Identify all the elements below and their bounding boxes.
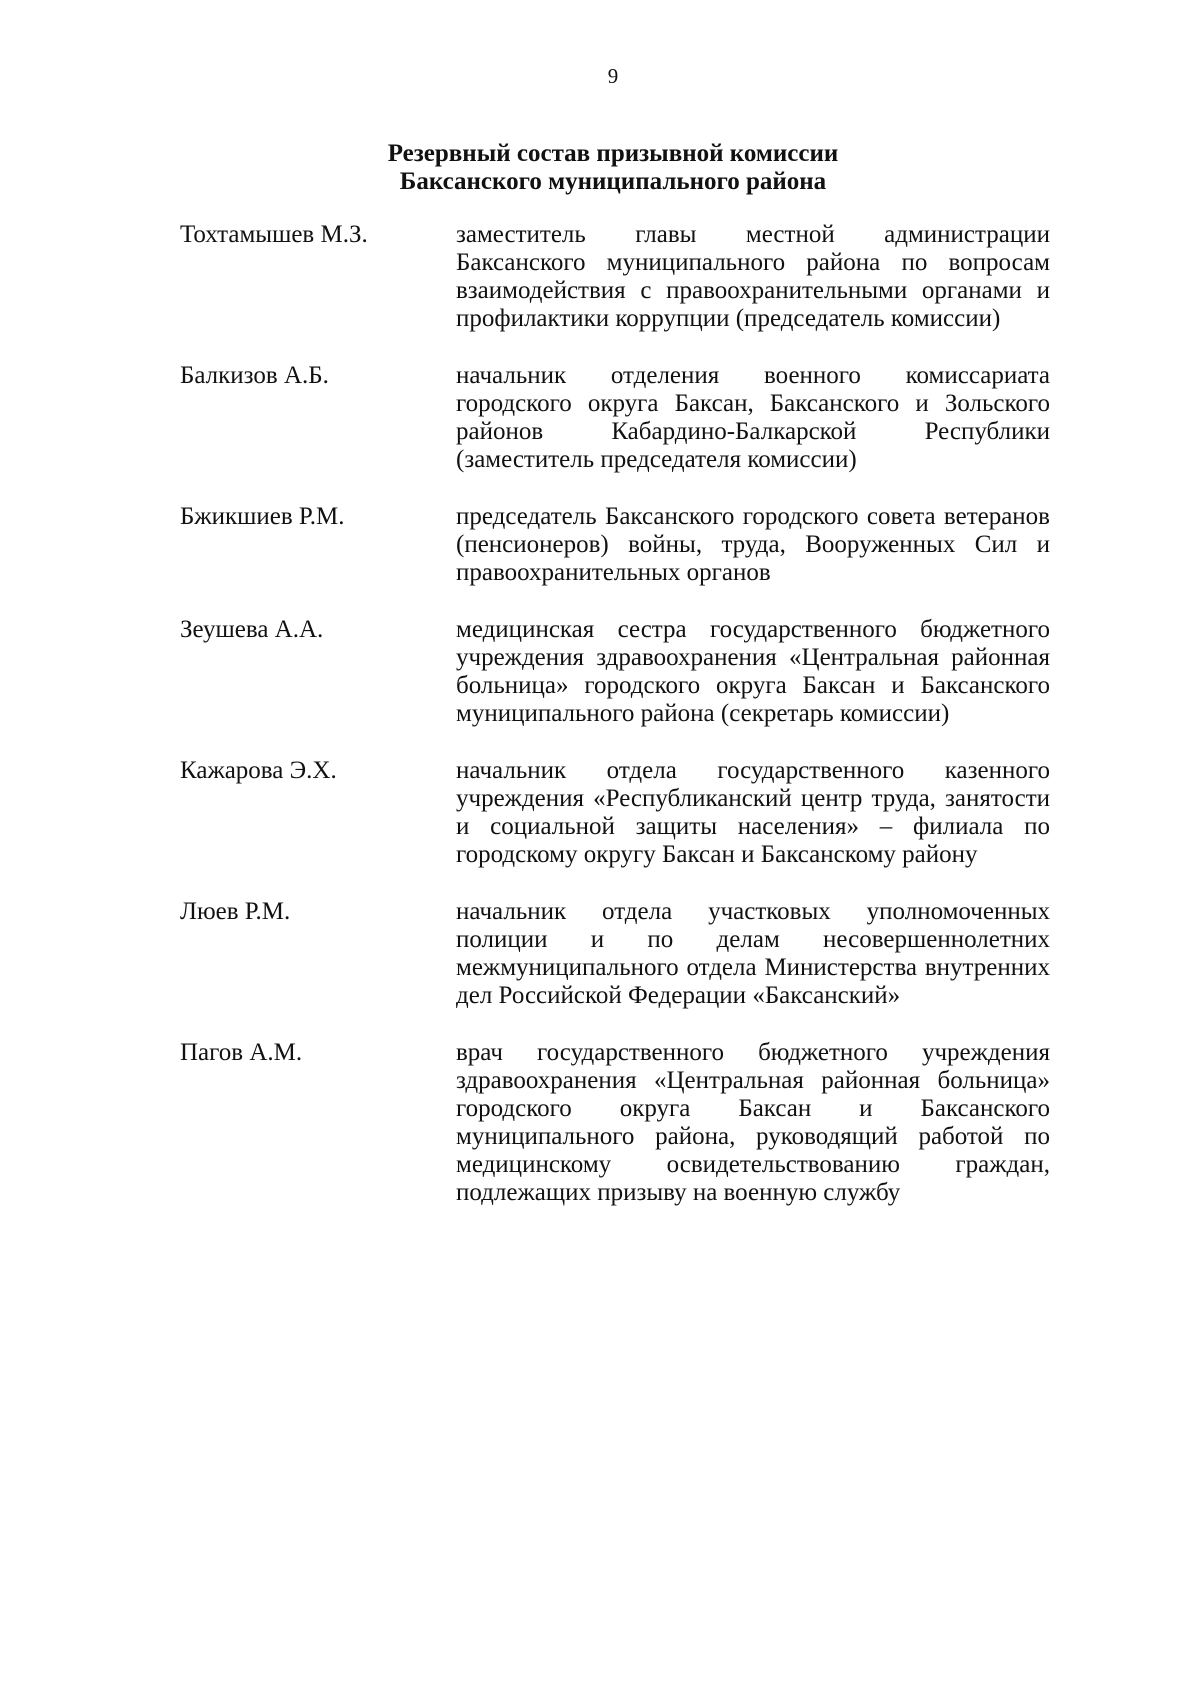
member-name: Тохтамышев М.З. xyxy=(180,221,368,248)
title-line-1: Резервный состав призывной комиссии xyxy=(387,140,839,167)
member-description: начальник отдела участковых уполномоченных полиции и по делам несовершеннолетних межмуниципального отдела Министерства внутренних дел Российской Федерации «Баксанский» xyxy=(456,898,1050,1009)
page-number: 9 xyxy=(607,64,619,88)
member-description: заместитель главы местной администрации Баксанского муниципального района по вопросам взаимодействия с правоохранительными органами и профилактики коррупции (председатель комиссии) xyxy=(456,221,1050,332)
member-entry xyxy=(180,1039,1050,1207)
member-name: Кажарова Э.Х. xyxy=(180,757,337,784)
member-description: медицинская сестра государственного бюджетного учреждения здравоохранения «Центральная районная больница» городского округа Баксан и Баксанского муниципального района (секретарь комиссии) xyxy=(456,616,1050,727)
member-entry xyxy=(180,221,1050,333)
member-description: председатель Баксанского городского совета ветеранов (пенсионеров) войны, труда, Вооруженных Сил и правоохранительных органов xyxy=(456,503,1050,586)
member-name: Зеушева А.А. xyxy=(180,616,324,643)
member-entry xyxy=(180,898,1050,1010)
member-description: врач государственного бюджетного учреждения здравоохранения «Центральная районная больница» городского округа Баксан и Баксанского муниципального района, руководящий работой по медицинскому освидетельствованию граждан, подлежащих призыву на военную службу xyxy=(456,1039,1050,1206)
member-entry xyxy=(180,616,1050,728)
member-name: Пагов А.М. xyxy=(180,1039,303,1066)
member-entry xyxy=(180,503,1050,587)
member-description: начальник отдела государственного казенного учреждения «Республиканский центр труда, занятости и социальной защиты населения» – филиала по городскому округу Баксан и Баксанскому району xyxy=(456,757,1050,868)
member-name: Бжикшиев Р.М. xyxy=(180,503,345,530)
member-entry xyxy=(180,362,1050,474)
member-name: Балкизов А.Б. xyxy=(180,362,329,389)
title-line-2: Баксанского муниципального района xyxy=(399,168,827,195)
member-list xyxy=(180,221,1050,1236)
document-title xyxy=(0,140,1200,196)
member-entry xyxy=(180,757,1050,869)
member-description: начальник отделения военного комиссариата городского округа Баксан, Баксанского и Зольского районов Кабардино-Балкарской Республики (заместитель председателя комиссии) xyxy=(456,362,1050,473)
member-name: Люев Р.М. xyxy=(180,898,291,925)
